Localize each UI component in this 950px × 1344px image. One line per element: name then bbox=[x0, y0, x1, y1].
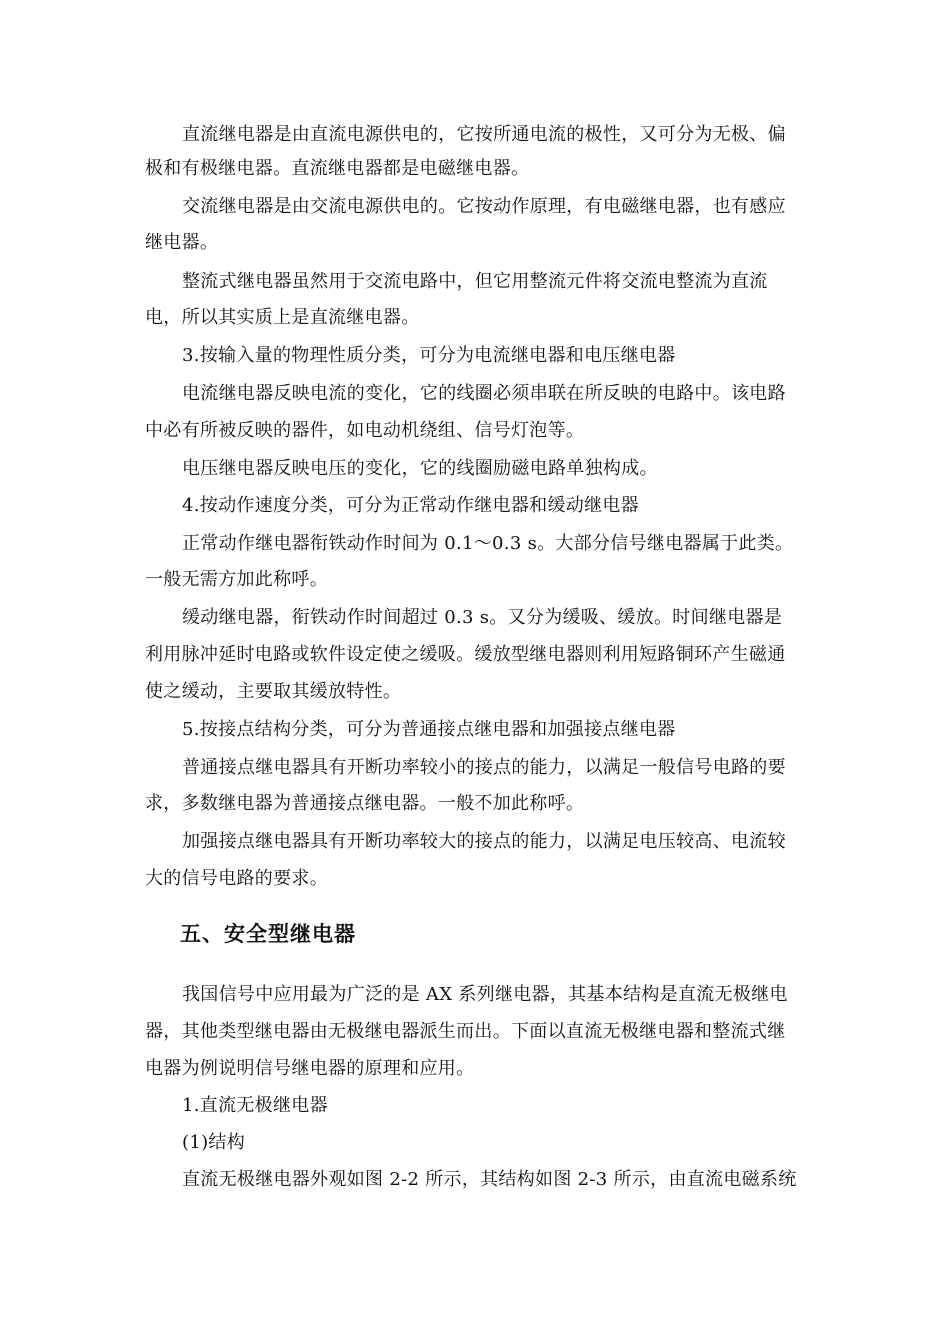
section-subheading: 5.按接点结构分类，可分为普通接点继电器和加强接点继电器 bbox=[182, 719, 676, 740]
section-subheading: 4.按动作速度分类，可分为正常动作继电器和缓动继电器 bbox=[182, 495, 639, 516]
paragraph-line: 利用脉冲延时电路或软件设定使之缓吸。缓放型继电器则利用短路铜环产生磁通 bbox=[145, 644, 786, 665]
paragraph-line: 直流无极继电器外观如图 2-2 所示，其结构如图 2-3 所示，由直流电磁系统 bbox=[182, 1169, 797, 1190]
paragraph-line: 一般无需方加此称呼。 bbox=[145, 569, 328, 590]
paragraph-line: 我国信号中应用最为广泛的是 AX 系列继电器，其基本结构是直流无极继电 bbox=[182, 984, 788, 1005]
section-subheading: 3.按输入量的物理性质分类，可分为电流继电器和电压继电器 bbox=[182, 345, 676, 366]
paragraph-line: 中必有所被反映的器件，如电动机绕组、信号灯泡等。 bbox=[145, 420, 585, 441]
paragraph-line: 普通接点继电器具有开断功率较小的接点的能力，以满足一般信号电路的要 bbox=[182, 757, 786, 778]
paragraph-line: 大的信号电路的要求。 bbox=[145, 868, 328, 889]
paragraph-line: 加强接点继电器具有开断功率较大的接点的能力，以满足电压较高、电流较 bbox=[182, 831, 786, 852]
paragraph-line: 继电器。 bbox=[145, 232, 219, 253]
paragraph-line: 整流式继电器虽然用于交流电路中，但它用整流元件将交流电整流为直流 bbox=[182, 271, 768, 292]
section-subheading: (1)结构 bbox=[182, 1132, 245, 1153]
paragraph-line: 电流继电器反映电流的变化，它的线圈必须串联在所反映的电路中。该电路 bbox=[182, 383, 786, 404]
paragraph-line: 器，其他类型继电器由无极继电器派生而出。下面以直流无极继电器和整流式继 bbox=[145, 1021, 786, 1042]
paragraph-line: 正常动作继电器衔铁动作时间为 0.1～0.3 s。大部分信号继电器属于此类。 bbox=[182, 533, 794, 554]
paragraph-line: 极和有极继电器。直流继电器都是电磁继电器。 bbox=[145, 158, 530, 179]
paragraph-line: 电压继电器反映电压的变化，它的线圈励磁电路单独构成。 bbox=[182, 458, 658, 479]
paragraph-line: 求，多数继电器为普通接点继电器。一般不加此称呼。 bbox=[145, 793, 585, 814]
paragraph-line: 使之缓动，主要取其缓放特性。 bbox=[145, 681, 402, 702]
section-heading: 五、安全型继电器 bbox=[180, 922, 356, 946]
paragraph-line: 缓动继电器，衔铁动作时间超过 0.3 s。又分为缓吸、缓放。时间继电器是 bbox=[182, 607, 783, 628]
paragraph-line: 电，所以其实质上是直流继电器。 bbox=[145, 307, 420, 328]
paragraph-line: 直流继电器是由直流电源供电的，它按所通电流的极性，又可分为无极、偏 bbox=[182, 124, 786, 145]
section-subheading: 1.直流无极继电器 bbox=[182, 1095, 328, 1116]
paragraph-line: 电器为例说明信号继电器的原理和应用。 bbox=[145, 1058, 475, 1079]
paragraph-line: 交流继电器是由交流电源供电的。它按动作原理，有电磁继电器，也有感应 bbox=[182, 196, 786, 217]
